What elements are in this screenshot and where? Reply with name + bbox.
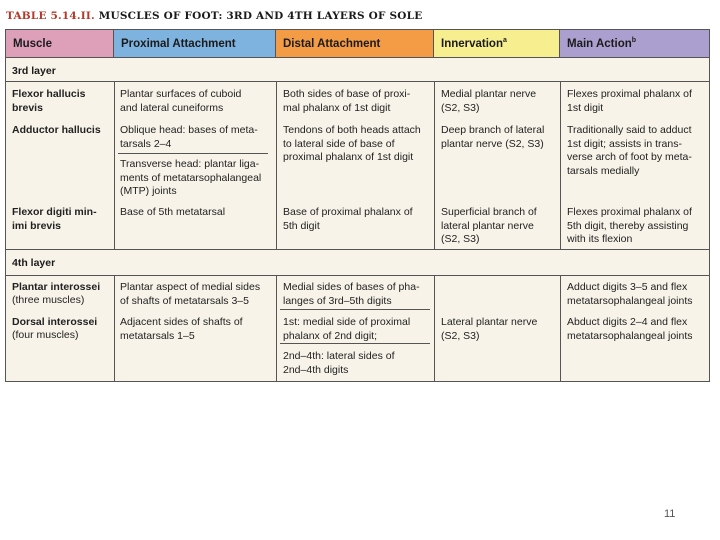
innervation-interossei: Lateral plantar nerve (S2, S3) [441, 316, 538, 342]
header-muscle-label: Muscle [13, 37, 52, 50]
rule [6, 275, 709, 276]
rule [114, 275, 115, 381]
rule [280, 309, 430, 310]
innervation-fhb: Medial plantar nerve (S2, S3) [441, 88, 537, 114]
section-3rd-layer: 3rd layer [12, 65, 56, 77]
rule [6, 249, 709, 250]
header-proximal [114, 30, 276, 57]
rule [276, 81, 277, 249]
rule [6, 57, 709, 58]
distal-fdmb: Base of proximal phalanx of 5th digit [283, 206, 413, 232]
rule [560, 275, 561, 381]
rule [118, 153, 268, 154]
table-title [6, 10, 422, 22]
header-distal [276, 30, 434, 57]
header-innervation [434, 30, 560, 57]
proximal-pi: Plantar aspect of medial sides of shafts of metatarsals 3–5 [120, 281, 261, 307]
table-heading: MUSCLES OF FOOT: 3RD AND 4TH LAYERS OF SOLE [98, 10, 423, 22]
muscle-flexor-hallucis-brevis: Flexor hallucis brevis [12, 88, 86, 114]
page-number: 11 [664, 508, 676, 520]
action-pi: Adduct digits 3–5 and flex metatarsophalangeal joints [567, 281, 693, 307]
distal-pi: Medial sides of bases of pha- langes of 3rd–5th digits [283, 281, 420, 307]
header-proximal-label: Proximal Attachment [121, 37, 236, 50]
proximal-fhb: Plantar surfaces of cuboid and lateral cuneiforms [120, 88, 242, 114]
rule [434, 275, 435, 381]
action-fhb: Flexes proximal phalanx of 1st digit [567, 88, 692, 114]
section-4th-layer: 4th layer [12, 257, 56, 269]
header-action-sup: b [631, 37, 637, 44]
distal-di-2nd-4th: 2nd–4th: lateral sides of 2nd–4th digits [283, 350, 395, 376]
muscle-adductor-hallucis: Adductor hallucis [12, 124, 101, 136]
header-muscle [6, 30, 114, 57]
distal-di-1st: 1st: medial side of proximal phalanx of 2nd digit; [283, 316, 411, 342]
rule [114, 81, 115, 249]
proximal-di: Adjacent sides of shafts of metatarsals 1–5 [120, 316, 243, 342]
muscle-plantar-interossei: Plantar interossei [12, 281, 101, 293]
header-action-label: Main Action [567, 37, 632, 50]
header-distal-label: Distal Attachment [283, 37, 381, 50]
proximal-fdmb: Base of 5th metatarsal [120, 206, 226, 218]
rule [6, 81, 709, 82]
rule [560, 81, 561, 249]
muscle-flexor-digiti-minimi-brevis: Flexor digiti min- imi brevis [12, 206, 97, 232]
innervation-fdmb: Superficial branch of lateral plantar nerve (S2, S3) [441, 206, 537, 245]
muscle-dorsal-interossei: Dorsal interossei [12, 316, 98, 328]
action-fdmb: Flexes proximal phalanx of 5th digit, thereby assisting with its flexion [567, 206, 692, 245]
header-innervation-sup: a [502, 37, 507, 44]
action-di: Abduct digits 2–4 and flex metatarsophalangeal joints [567, 316, 693, 342]
proximal-ah-oblique: Oblique head: bases of meta- tarsals 2–4 [120, 124, 258, 150]
distal-ah: Tendons of both heads attach to lateral side of base of proximal phalanx of 1st digit [283, 124, 421, 163]
rule [280, 343, 430, 344]
muscles-table [5, 29, 710, 382]
innervation-ah: Deep branch of lateral plantar nerve (S2, S3) [441, 124, 545, 150]
header-main-action [560, 30, 709, 57]
rule [276, 275, 277, 381]
distal-fhb: Both sides of base of proxi- mal phalanx of 1st digit [283, 88, 411, 114]
proximal-ah-transverse: Transverse head: plantar liga- ments of metatarsophalangeal (MTP) joints [120, 158, 262, 197]
muscle-plantar-interossei-note: (three muscles) [12, 294, 85, 306]
muscle-dorsal-interossei-note: (four muscles) [12, 329, 79, 341]
table-number: TABLE 5.14.II. [6, 10, 95, 22]
action-ah: Traditionally said to adduct 1st digit; assists in trans- verse arch of foot by meta- tarsals medially [567, 124, 692, 177]
header-innervation-label: Innervation [441, 37, 503, 50]
rule [434, 81, 435, 249]
